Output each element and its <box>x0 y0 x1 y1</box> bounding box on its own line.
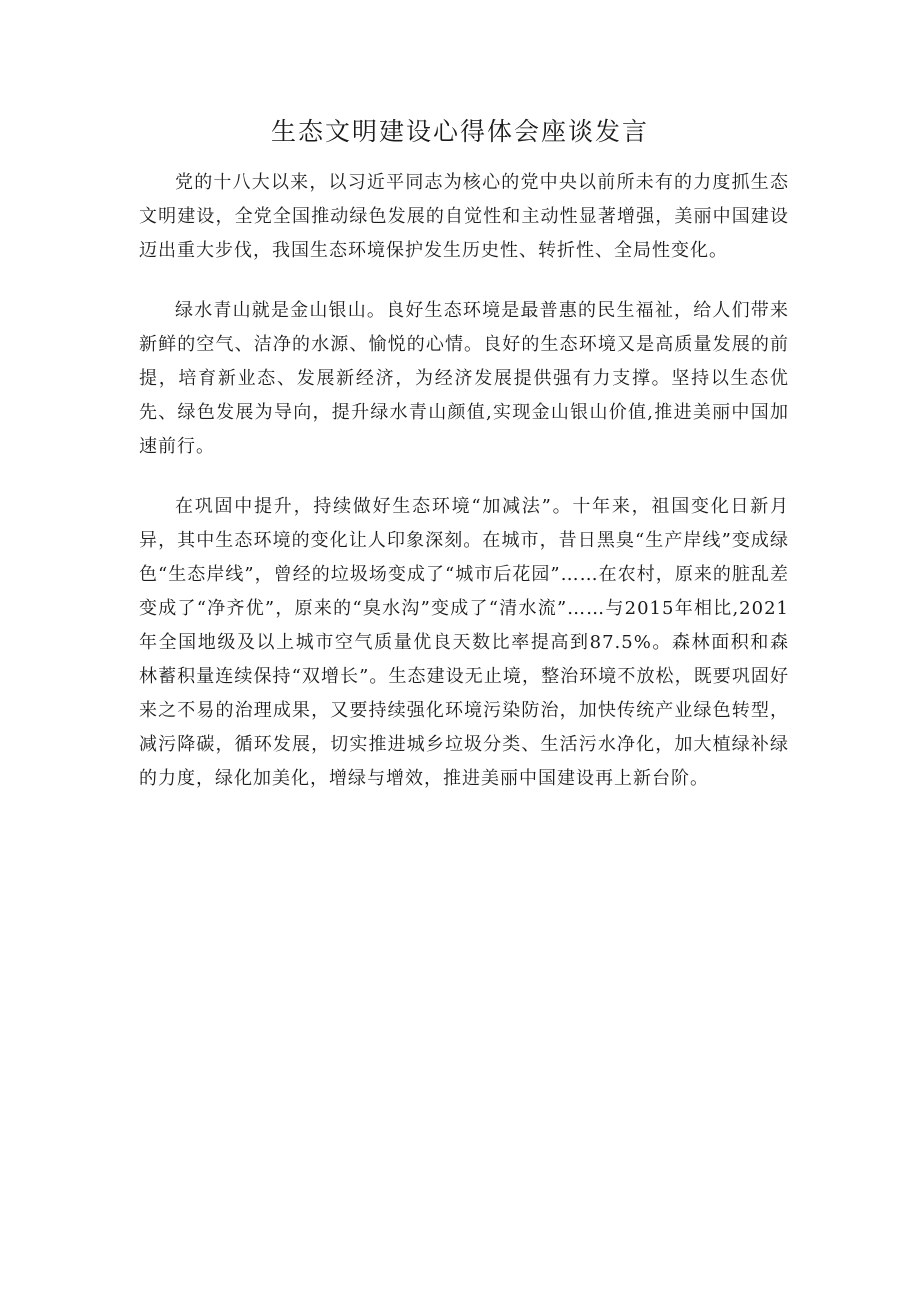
paragraph-2: 绿水青山就是金山银山。良好生态环境是最普惠的民生福祉，给人们带来新鲜的空气、洁净的水源、愉悦的心情。良好的生态环境又是高质量发展的前提，培育新业态、发展新经济，为经济发展提供强有力支撑。坚持以生态优先、绿色发展为导向，提升绿水青山颜值,实现金山银山价值,推进美丽中国加速前行。 <box>139 300 789 457</box>
document-body <box>139 166 789 822</box>
paragraph-3: 在巩固中提升，持续做好生态环境“加减法”。十年来，祖国变化日新月异，其中生态环境的变化让人印象深刻。在城市，昔日黑臭“生产岸线”变成绿色“生态岸线”，曾经的垃圾场变成了“城市后花园”……在农村，原来的脏乱差变成了“净齐优”，原来的“臭水沟”变成了“清水流”……与2015年相比,2021年全国地级及以上城市空气质量优良天数比率提高到87.5%。森林面积和森林蓄积量连续保持“双增长”。生态建设无止境，整治环境不放松，既要巩固好来之不易的治理成果，又要持续强化环境污染防治，加快传统产业绿色转型，减污降碳，循环发展，切实推进城乡垃圾分类、生活污水净化，加大植绿补绿的力度，绿化加美化，增绿与增效，推进美丽中国建设再上新台阶。 <box>139 496 789 789</box>
document-title: 生态文明建设心得体会座谈发言 <box>270 117 649 146</box>
paragraph-1: 党的十八大以来，以习近平同志为核心的党中央以前所未有的力度抓生态文明建设，全党全国推动绿色发展的自觉性和主动性显著增强，美丽中国建设迈出重大步伐，我国生态环境保护发生历史性、转折性、全局性变化。 <box>139 172 789 261</box>
